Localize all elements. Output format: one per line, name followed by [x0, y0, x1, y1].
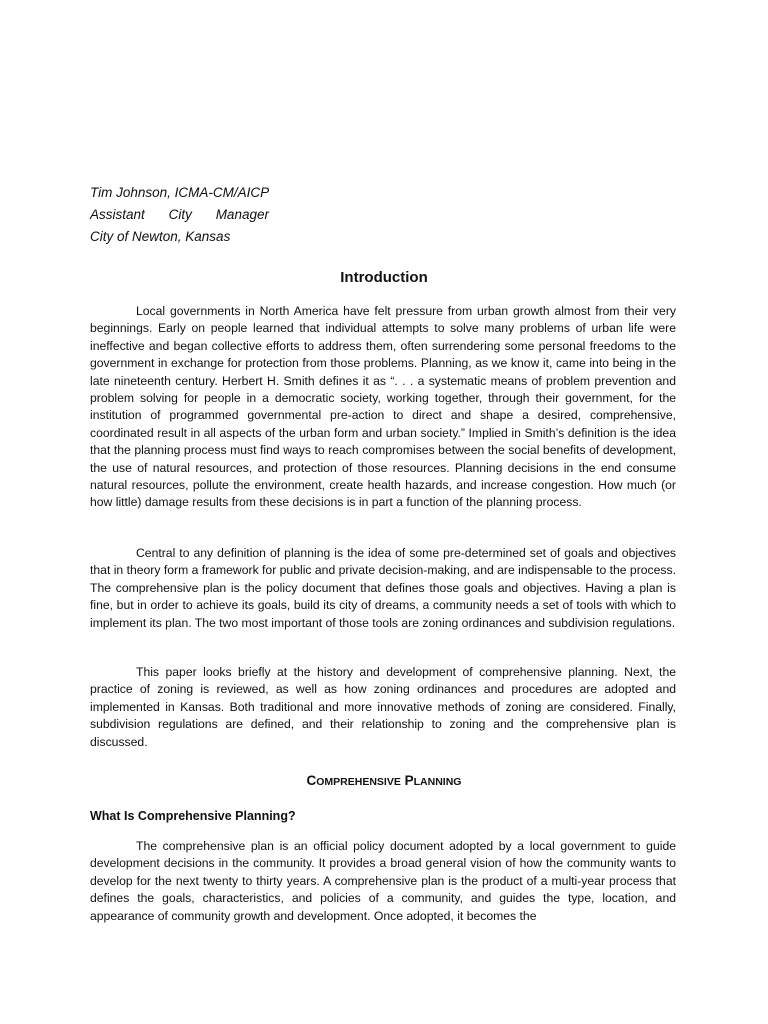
heading-smallcaps: LANNING: [413, 776, 462, 788]
what-is-comprehensive-planning-subheading: What Is Comprehensive Planning?: [90, 809, 296, 823]
author-title-word: Manager: [215, 207, 269, 222]
intro-paragraph-3: [90, 664, 676, 751]
author-organization: City of Newton, Kansas: [90, 229, 231, 244]
comprehensive-planning-heading: [0, 772, 768, 791]
heading-initial: P: [404, 773, 414, 788]
heading-initial: C: [306, 773, 317, 788]
comprehensive-planning-paragraph: [90, 838, 676, 925]
paragraph-text: Local governments in North America have felt pressure from urban growth almost from their very beginnings. Early on people learned that individual attempts to solve many problems of urban life were ineffective and began collective efforts to address them, often surrendering some personal freedoms to the government in exchange for protection from those problems. Planning, as we know it, came into being in the late nineteenth century. Herbert H. Smith defines it as “. . . a systematic means of problem prevention and problem solving for people in a democratic society, working together, through their government, for the institution of programmed governmental pre-action to direct and shape a desired, comprehensive, coordinated result in all aspects of the urban form and urban society.” Implied in Smith’s definition is the idea that the planning process must find ways to reach compromises between the social benefits of development, the use of natural resources, and protection of those resources. Planning decisions in the end consume natural resources, pollute the environment, create health hazards, and increase congestion. How much (or how little) damage results from these decisions is in part a function of the planning process.: [90, 304, 676, 510]
intro-paragraph-2: [90, 545, 676, 632]
author-name: Tim Johnson, ICMA-CM/AICP: [90, 185, 270, 200]
introduction-heading: Introduction: [340, 269, 428, 286]
author-title: [90, 204, 269, 226]
paragraph-text: This paper looks briefly at the history and development of comprehensive planning. Next, the practice of zoning is reviewed, as well as how zoning ordinances and procedures are adopted and implemented in Kansas. Both traditional and more innovative methods of zoning are considered. Finally, subdivision regulations are defined, and their relationship to zoning and the comprehensive plan is discussed.: [90, 665, 676, 749]
intro-paragraph-1: [90, 303, 676, 512]
paragraph-text: The comprehensive plan is an official policy document adopted by a local government to guide development decisions in the community. It provides a broad general vision of how the community wants to develop for the next twenty to thirty years. A comprehensive plan is the product of a multi-year process that defines the goals, characteristics, and policies of a community, and guides the type, location, and appearance of community growth and development. Once adopted, it becomes the: [90, 839, 676, 923]
author-block: [90, 182, 290, 248]
author-title-word: City: [168, 207, 192, 222]
paragraph-text: Central to any definition of planning is the idea of some pre-determined set of goals and objectives that in theory form a framework for public and private decision-making, and are indispensable to the process. The comprehensive plan is the policy document that defines those goals and objectives. Having a plan is fine, but in order to achieve its goals, build its city of dreams, a community needs a set of tools with which to implement its plan. The two most important of those tools are zoning ordinances and subdivision regulations.: [90, 546, 676, 630]
heading-smallcaps: OMPREHENSIVE: [316, 776, 401, 788]
author-title-word: Assistant: [90, 207, 145, 222]
